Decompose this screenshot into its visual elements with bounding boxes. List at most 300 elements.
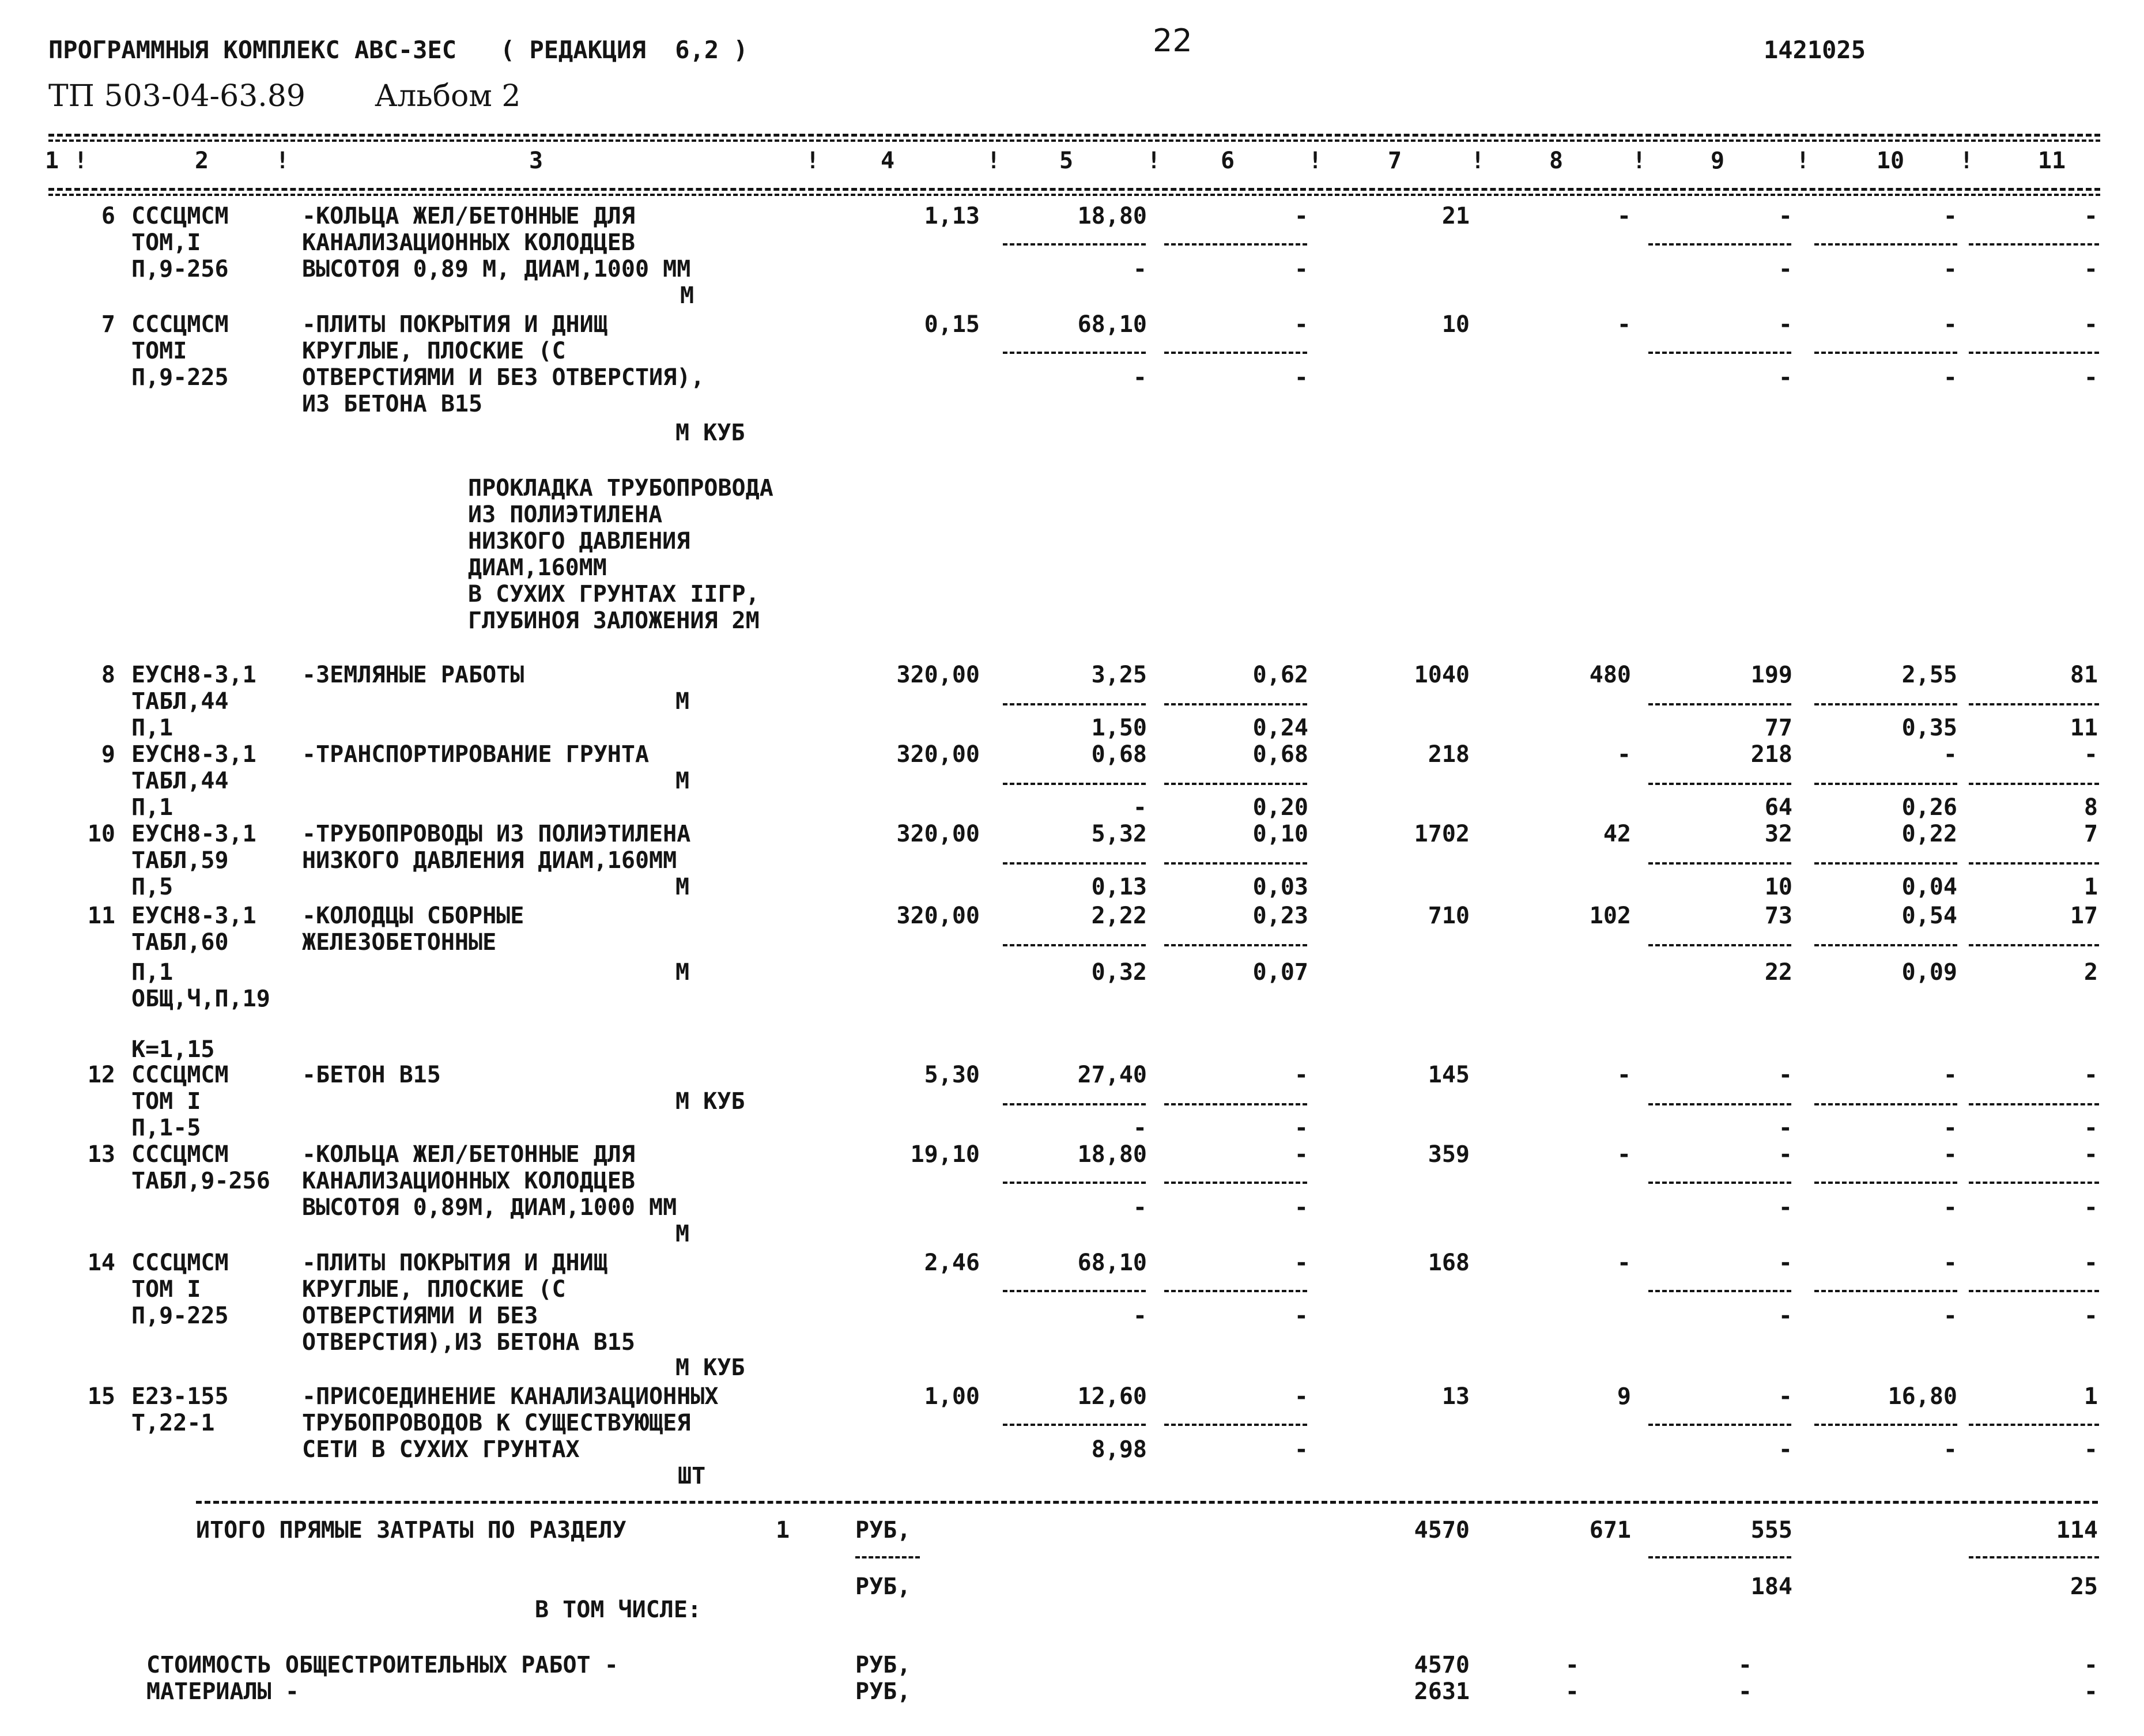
unit-cost: 18,80 bbox=[1077, 203, 1147, 229]
cell-divider bbox=[1969, 1103, 2099, 1105]
cell-divider bbox=[1003, 1103, 1146, 1105]
rate-code: ТАБЛ,60 bbox=[131, 929, 229, 956]
cell-divider bbox=[1814, 1103, 1957, 1105]
general-works-machine: - bbox=[1738, 1652, 1752, 1678]
row-number: 6 bbox=[101, 203, 115, 229]
unit-cost: 68,10 bbox=[1077, 311, 1147, 338]
cell-divider bbox=[1648, 352, 1791, 354]
cell-divider bbox=[1003, 862, 1146, 865]
quantity: 1,13 bbox=[924, 203, 980, 229]
labor-unit-machinist: 0,09 bbox=[1901, 959, 1957, 986]
unit-cost: 27,40 bbox=[1077, 1062, 1147, 1088]
rate-code: СССЦМСМ bbox=[131, 311, 229, 338]
labor-unit-machinist: - bbox=[1943, 1115, 1957, 1141]
header-top-rule-2 bbox=[48, 139, 2100, 142]
wage-total: - bbox=[1617, 741, 1631, 768]
labor-total: - bbox=[2083, 1250, 2098, 1276]
total-cost: 10 bbox=[1441, 311, 1470, 338]
work-description: -КОЛОДЦЫ СБОРНЫЕ bbox=[302, 903, 524, 929]
col-separator: ! bbox=[1147, 148, 1161, 174]
cell-divider bbox=[1648, 944, 1791, 946]
row-number: 10 bbox=[87, 821, 115, 847]
cell-divider bbox=[1648, 1290, 1791, 1292]
wage-total: - bbox=[1617, 1062, 1631, 1088]
cell-divider bbox=[1003, 1182, 1146, 1184]
cell-divider bbox=[1814, 243, 1957, 246]
labor-total: - bbox=[2083, 1141, 2098, 1168]
quantity: 2,46 bbox=[924, 1250, 980, 1276]
labor-total-machinist: - bbox=[2083, 1194, 2098, 1221]
row-number: 12 bbox=[87, 1062, 115, 1088]
machine-cost-wage: 0,03 bbox=[1252, 874, 1308, 900]
quantity: 320,00 bbox=[896, 741, 980, 768]
col-10-header: 10 bbox=[1876, 148, 1905, 174]
unit: М bbox=[680, 282, 694, 309]
general-works-label: СТОИМОСТЬ ОБЩЕСТРОИТЕЛЬНЫХ РАБОТ - bbox=[146, 1652, 618, 1678]
totals-label: ИТОГО ПРЯМЫЕ ЗАТРАТЫ ПО РАЗДЕЛУ bbox=[196, 1517, 626, 1543]
unit: М КУБ bbox=[675, 1354, 745, 1381]
cell-divider bbox=[1969, 1556, 2099, 1558]
labor-unit-machinist: - bbox=[1943, 364, 1957, 391]
work-description: ВЫСОТОЯ 0,89 М, ДИАМ,1000 ММ bbox=[302, 256, 691, 282]
cell-divider bbox=[1969, 1290, 2099, 1292]
labor-total-machinist: 1 bbox=[2083, 874, 2098, 900]
totals-machine-wage: 184 bbox=[1750, 1573, 1792, 1600]
col-9-header: 9 bbox=[1710, 148, 1725, 174]
machine-total: - bbox=[1778, 1250, 1792, 1276]
labor-total: - bbox=[2083, 741, 2098, 768]
machine-total: 73 bbox=[1764, 903, 1792, 929]
including-label: В ТОМ ЧИСЛЕ: bbox=[535, 1597, 701, 1623]
section-heading-line: ПРОКЛАДКА ТРУБОПРОВОДА bbox=[468, 475, 773, 501]
labor-total-machinist: 11 bbox=[2070, 715, 2098, 741]
labor-total: 1 bbox=[2083, 1383, 2098, 1410]
machine-total: - bbox=[1778, 1062, 1792, 1088]
rate-code: Е23-155 bbox=[131, 1383, 229, 1410]
cell-divider bbox=[1969, 352, 2099, 354]
rate-code: ТАБЛ,44 bbox=[131, 688, 229, 715]
cell-divider bbox=[1969, 1424, 2099, 1426]
labor-total-machinist: - bbox=[2083, 364, 2098, 391]
row-number: 11 bbox=[87, 903, 115, 929]
cell-divider bbox=[1648, 1182, 1791, 1184]
cell-divider bbox=[1003, 1290, 1146, 1292]
work-description: СЕТИ В СУХИХ ГРУНТАХ bbox=[302, 1436, 580, 1463]
machine-cost: 0,68 bbox=[1252, 741, 1308, 768]
labor-unit: 0,22 bbox=[1901, 821, 1957, 847]
machine-total: 218 bbox=[1750, 741, 1792, 768]
cell-divider bbox=[1164, 1103, 1307, 1105]
unit: М КУБ bbox=[675, 1088, 745, 1115]
labor-total: - bbox=[2083, 203, 2098, 229]
header-bottom-rule-2 bbox=[48, 194, 2100, 196]
wage-total: 42 bbox=[1603, 821, 1631, 847]
cell-divider bbox=[1164, 1182, 1307, 1184]
quantity: 1,00 bbox=[924, 1383, 980, 1410]
machine-cost: - bbox=[1294, 1383, 1308, 1410]
section-heading-line: ДИАМ,160ММ bbox=[468, 554, 607, 581]
unit-cost-wage: - bbox=[1133, 794, 1147, 821]
general-works-total: 4570 bbox=[1414, 1652, 1470, 1678]
col-8-header: 8 bbox=[1549, 148, 1564, 174]
rate-code: ТОМ I bbox=[131, 1276, 201, 1303]
labor-total: 7 bbox=[2083, 821, 2098, 847]
row-number: 14 bbox=[87, 1250, 115, 1276]
work-description: -БЕТОН В15 bbox=[302, 1062, 441, 1088]
machine-cost: 0,62 bbox=[1252, 662, 1308, 688]
unit-cost: 3,25 bbox=[1091, 662, 1147, 688]
row-number: 7 bbox=[101, 311, 115, 338]
labor-unit: - bbox=[1943, 1141, 1957, 1168]
rate-code: П,1 bbox=[131, 715, 173, 741]
col-separator: ! bbox=[1471, 148, 1485, 174]
work-description: -КОЛЬЦА ЖЕЛ/БЕТОННЫЕ ДЛЯ bbox=[302, 1141, 635, 1168]
unit: М bbox=[675, 959, 690, 986]
labor-total-machinist: - bbox=[2083, 256, 2098, 282]
labor-total: - bbox=[2083, 311, 2098, 338]
col-4-header: 4 bbox=[880, 148, 895, 174]
wage-total: - bbox=[1617, 311, 1631, 338]
work-description: КАНАЛИЗАЦИОННЫХ КОЛОДЦЕВ bbox=[302, 229, 635, 256]
cell-divider bbox=[1814, 703, 1957, 705]
cell-divider bbox=[1969, 783, 2099, 785]
totals-labor: 114 bbox=[2056, 1517, 2098, 1543]
doc-code: 1421025 bbox=[1764, 36, 1866, 64]
wage-total: - bbox=[1617, 203, 1631, 229]
machine-cost-wage: - bbox=[1294, 1436, 1308, 1463]
total-cost: 1702 bbox=[1414, 821, 1470, 847]
materials-label: МАТЕРИАЛЫ - bbox=[146, 1678, 299, 1705]
labor-unit: 0,54 bbox=[1901, 903, 1957, 929]
col-separator: ! bbox=[1960, 148, 1974, 174]
totals-labor-machinist: 25 bbox=[2070, 1573, 2098, 1600]
quantity: 320,00 bbox=[896, 821, 980, 847]
total-cost: 21 bbox=[1441, 203, 1470, 229]
rate-code: ТАБЛ,44 bbox=[131, 768, 229, 794]
col-11-header: 11 bbox=[2037, 148, 2066, 174]
cell-divider bbox=[1003, 352, 1146, 354]
machine-total: - bbox=[1778, 203, 1792, 229]
machine-cost: - bbox=[1294, 203, 1308, 229]
labor-unit-machinist: - bbox=[1943, 256, 1957, 282]
work-description: КРУГЛЫЕ, ПЛОСКИЕ (С bbox=[302, 338, 566, 364]
unit-cost-wage: - bbox=[1133, 1194, 1147, 1221]
work-description: НИЗКОГО ДАВЛЕНИЯ ДИАМ,160ММ bbox=[302, 847, 677, 874]
work-description: -ПЛИТЫ ПОКРЫТИЯ И ДНИЩ bbox=[302, 311, 607, 338]
rate-code: Т,22-1 bbox=[131, 1410, 215, 1436]
total-cost: 145 bbox=[1428, 1062, 1470, 1088]
cell-divider bbox=[1164, 1290, 1307, 1292]
rate-code: ЕУСН8-3,1 bbox=[131, 741, 256, 768]
materials-labor: - bbox=[2083, 1678, 2098, 1705]
totals-currency: РУБ, bbox=[855, 1573, 911, 1600]
col-5-header: 5 bbox=[1059, 148, 1074, 174]
labor-total-machinist: - bbox=[2083, 1303, 2098, 1329]
work-description: -ТРУБОПРОВОДЫ ИЗ ПОЛИЭТИЛЕНА bbox=[302, 821, 691, 847]
col-2-header: 2 bbox=[194, 148, 209, 174]
work-description: -КОЛЬЦА ЖЕЛ/БЕТОННЫЕ ДЛЯ bbox=[302, 203, 635, 229]
labor-total-machinist: - bbox=[2083, 1115, 2098, 1141]
unit: М bbox=[675, 688, 690, 715]
cell-divider bbox=[1003, 783, 1146, 785]
labor-unit-machinist: 0,26 bbox=[1901, 794, 1957, 821]
general-works-currency: РУБ, bbox=[855, 1652, 911, 1678]
labor-total: 81 bbox=[2070, 662, 2098, 688]
machine-total: - bbox=[1778, 311, 1792, 338]
materials-machine: - bbox=[1738, 1678, 1752, 1705]
unit-cost: 5,32 bbox=[1091, 821, 1147, 847]
cell-divider bbox=[1164, 243, 1307, 246]
wage-total: 102 bbox=[1589, 903, 1631, 929]
machine-cost-wage: 0,07 bbox=[1252, 959, 1308, 986]
rate-code: ТОМI bbox=[131, 338, 187, 364]
cell-divider bbox=[855, 1556, 920, 1558]
rate-code: П,9-256 bbox=[131, 256, 229, 282]
work-description: -ЗЕМЛЯНЫЕ РАБОТЫ bbox=[302, 662, 524, 688]
unit: М bbox=[675, 1221, 690, 1247]
total-cost: 710 bbox=[1428, 903, 1470, 929]
total-cost: 168 bbox=[1428, 1250, 1470, 1276]
labor-unit-machinist: - bbox=[1943, 1303, 1957, 1329]
machine-cost-wage: 0,20 bbox=[1252, 794, 1308, 821]
quantity: 320,00 bbox=[896, 662, 980, 688]
rate-code: ОБЩ,Ч,П,19 bbox=[131, 986, 270, 1012]
labor-unit: - bbox=[1943, 1062, 1957, 1088]
unit-cost: 0,68 bbox=[1091, 741, 1147, 768]
unit-cost: 18,80 bbox=[1077, 1141, 1147, 1168]
cell-divider bbox=[1003, 944, 1146, 946]
work-description: ИЗ БЕТОНА В15 bbox=[302, 391, 483, 417]
machine-cost: 0,10 bbox=[1252, 821, 1308, 847]
cell-divider bbox=[1648, 703, 1791, 705]
wage-total: 9 bbox=[1617, 1383, 1631, 1410]
cell-divider bbox=[1164, 352, 1307, 354]
album-label: Альбом 2 bbox=[375, 79, 521, 114]
labor-unit-machinist: - bbox=[1943, 1194, 1957, 1221]
row-number: 13 bbox=[87, 1141, 115, 1168]
unit-cost-wage: 0,13 bbox=[1091, 874, 1147, 900]
rate-code: П,9-225 bbox=[131, 1303, 229, 1329]
unit: М bbox=[675, 768, 690, 794]
cell-divider bbox=[1814, 1182, 1957, 1184]
work-description: ТРУБОПРОВОДОВ К СУЩЕСТВУЮЩЕЯ bbox=[302, 1410, 691, 1436]
header-bottom-rule bbox=[48, 188, 2100, 191]
labor-total-machinist: - bbox=[2083, 1436, 2098, 1463]
labor-unit: - bbox=[1943, 311, 1957, 338]
rate-code: П,1 bbox=[131, 794, 173, 821]
rate-code: П,1-5 bbox=[131, 1115, 201, 1141]
col-separator: ! bbox=[275, 148, 290, 174]
cell-divider bbox=[1003, 1424, 1146, 1426]
cell-divider bbox=[1164, 862, 1307, 865]
machine-cost-wage: - bbox=[1294, 256, 1308, 282]
project-code: ТП 503-04-63.89 bbox=[48, 79, 305, 114]
materials-wage: - bbox=[1565, 1678, 1579, 1705]
section-heading-line: В СУХИХ ГРУНТАХ IIГР, bbox=[468, 581, 760, 607]
quantity: 5,30 bbox=[924, 1062, 980, 1088]
rate-code: СССЦМСМ bbox=[131, 1062, 229, 1088]
machine-total-wage: - bbox=[1778, 1436, 1792, 1463]
totals-currency: РУБ, bbox=[855, 1517, 911, 1543]
cell-divider bbox=[1969, 703, 2099, 705]
work-description: КАНАЛИЗАЦИОННЫХ КОЛОДЦЕВ bbox=[302, 1168, 635, 1194]
cell-divider bbox=[1648, 862, 1791, 865]
row-number: 15 bbox=[87, 1383, 115, 1410]
labor-unit: - bbox=[1943, 1250, 1957, 1276]
machine-cost: - bbox=[1294, 1062, 1308, 1088]
wage-total: - bbox=[1617, 1250, 1631, 1276]
col-6-header: 6 bbox=[1220, 148, 1235, 174]
cell-divider bbox=[1003, 703, 1146, 705]
machine-total-wage: - bbox=[1778, 256, 1792, 282]
totals-rule bbox=[196, 1501, 2098, 1504]
cell-divider bbox=[1648, 1103, 1791, 1105]
machine-cost: 0,23 bbox=[1252, 903, 1308, 929]
cell-divider bbox=[1814, 1424, 1957, 1426]
unit-cost: 68,10 bbox=[1077, 1250, 1147, 1276]
totals-total-cost: 4570 bbox=[1414, 1517, 1470, 1543]
machine-total: 32 bbox=[1764, 821, 1792, 847]
unit-cost-wage: 0,32 bbox=[1091, 959, 1147, 986]
rate-code: ТАБЛ,9-256 bbox=[131, 1168, 270, 1194]
general-works-labor: - bbox=[2083, 1652, 2098, 1678]
materials-total: 2631 bbox=[1414, 1678, 1470, 1705]
machine-cost-wage: - bbox=[1294, 1303, 1308, 1329]
totals-section-number: 1 bbox=[776, 1517, 790, 1543]
totals-machine: 555 bbox=[1750, 1517, 1792, 1543]
machine-total-wage: - bbox=[1778, 1303, 1792, 1329]
col-separator: ! bbox=[987, 148, 1001, 174]
cell-divider bbox=[1648, 1424, 1791, 1426]
machine-total-wage: - bbox=[1778, 1115, 1792, 1141]
work-description: -ПРИСОЕДИНЕНИЕ КАНАЛИЗАЦИОННЫХ bbox=[302, 1383, 719, 1410]
machine-cost-wage: - bbox=[1294, 364, 1308, 391]
labor-unit-machinist: - bbox=[1943, 1436, 1957, 1463]
rate-code: П,9-225 bbox=[131, 364, 229, 391]
quantity: 19,10 bbox=[910, 1141, 980, 1168]
rate-code: СССЦМСМ bbox=[131, 1141, 229, 1168]
work-description: ОТВЕРСТИЯМИ И БЕЗ ОТВЕРСТИЯ), bbox=[302, 364, 705, 391]
unit-cost: 12,60 bbox=[1077, 1383, 1147, 1410]
labor-total-machinist: 8 bbox=[2083, 794, 2098, 821]
col-3-header: 3 bbox=[529, 148, 543, 174]
rate-code: ЕУСН8-3,1 bbox=[131, 662, 256, 688]
work-description: КРУГЛЫЕ, ПЛОСКИЕ (С bbox=[302, 1276, 566, 1303]
cell-divider bbox=[1814, 783, 1957, 785]
machine-total-wage: 77 bbox=[1764, 715, 1792, 741]
machine-total-wage: - bbox=[1778, 1194, 1792, 1221]
unit-cost-wage: - bbox=[1133, 364, 1147, 391]
machine-cost-wage: - bbox=[1294, 1115, 1308, 1141]
machine-cost-wage: - bbox=[1294, 1194, 1308, 1221]
total-cost: 1040 bbox=[1414, 662, 1470, 688]
cell-divider bbox=[1648, 783, 1791, 785]
machine-total: - bbox=[1778, 1383, 1792, 1410]
cell-divider bbox=[1164, 1424, 1307, 1426]
labor-total-machinist: 2 bbox=[2083, 959, 2098, 986]
machine-cost: - bbox=[1294, 1141, 1308, 1168]
unit-cost-wage: - bbox=[1133, 1115, 1147, 1141]
row-number: 9 bbox=[101, 741, 115, 768]
total-cost: 359 bbox=[1428, 1141, 1470, 1168]
cell-divider bbox=[1969, 944, 2099, 946]
col-separator: ! bbox=[1308, 148, 1323, 174]
col-1-header: 1 bbox=[44, 148, 59, 174]
col-separator: ! bbox=[1632, 148, 1647, 174]
header-top-rule bbox=[48, 134, 2100, 137]
rate-code: ТОМ,I bbox=[131, 229, 201, 256]
work-description: ОТВЕРСТИЯ),ИЗ БЕТОНА В15 bbox=[302, 1329, 635, 1356]
unit: М bbox=[675, 874, 690, 900]
unit-cost-wage: 8,98 bbox=[1091, 1436, 1147, 1463]
col-separator: ! bbox=[1796, 148, 1810, 174]
rate-code: ТАБЛ,59 bbox=[131, 847, 229, 874]
cell-divider bbox=[1814, 352, 1957, 354]
cell-divider bbox=[1164, 783, 1307, 785]
labor-unit: 16,80 bbox=[1888, 1383, 1957, 1410]
wage-total: 480 bbox=[1589, 662, 1631, 688]
machine-cost: - bbox=[1294, 311, 1308, 338]
section-heading-line: ИЗ ПОЛИЭТИЛЕНА bbox=[468, 501, 663, 528]
col-separator: ! bbox=[74, 148, 88, 174]
quantity: 320,00 bbox=[896, 903, 980, 929]
labor-total: - bbox=[2083, 1062, 2098, 1088]
materials-currency: РУБ, bbox=[855, 1678, 911, 1705]
machine-total-wage: 22 bbox=[1764, 959, 1792, 986]
rate-code: П,1 bbox=[131, 959, 173, 986]
work-description: ОТВЕРСТИЯМИ И БЕЗ bbox=[302, 1303, 538, 1329]
labor-unit-machinist: 0,35 bbox=[1901, 715, 1957, 741]
machine-total: 199 bbox=[1750, 662, 1792, 688]
unit-cost: 2,22 bbox=[1091, 903, 1147, 929]
machine-total: - bbox=[1778, 1141, 1792, 1168]
rate-code: ЕУСН8-3,1 bbox=[131, 821, 256, 847]
cell-divider bbox=[1003, 243, 1146, 246]
cell-divider bbox=[1814, 944, 1957, 946]
wage-total: - bbox=[1617, 1141, 1631, 1168]
labor-unit: 2,55 bbox=[1901, 662, 1957, 688]
total-cost: 218 bbox=[1428, 741, 1470, 768]
unit: М КУБ bbox=[675, 420, 745, 446]
section-heading-line: НИЗКОГО ДАВЛЕНИЯ bbox=[468, 528, 690, 554]
cell-divider bbox=[1969, 243, 2099, 246]
page-number: 22 bbox=[1153, 22, 1192, 59]
general-works-wage: - bbox=[1565, 1652, 1579, 1678]
col-7-header: 7 bbox=[1387, 148, 1402, 174]
work-description: -ПЛИТЫ ПОКРЫТИЯ И ДНИЩ bbox=[302, 1250, 607, 1276]
machine-total-wage: - bbox=[1778, 364, 1792, 391]
rate-code: П,5 bbox=[131, 874, 173, 900]
cell-divider bbox=[1648, 1556, 1791, 1558]
labor-unit-machinist: 0,04 bbox=[1901, 874, 1957, 900]
totals-wage: 671 bbox=[1589, 1517, 1631, 1543]
cell-divider bbox=[1164, 703, 1307, 705]
labor-unit: - bbox=[1943, 203, 1957, 229]
quantity: 0,15 bbox=[924, 311, 980, 338]
labor-unit: - bbox=[1943, 741, 1957, 768]
rate-code: СССЦМСМ bbox=[131, 1250, 229, 1276]
work-description: ЖЕЛЕЗОБЕТОННЫЕ bbox=[302, 929, 497, 956]
section-heading-line: ГЛУБИНОЯ ЗАЛОЖЕНИЯ 2М bbox=[468, 607, 760, 634]
unit-cost-wage: - bbox=[1133, 1303, 1147, 1329]
total-cost: 13 bbox=[1441, 1383, 1470, 1410]
work-description: ВЫСОТОЯ 0,89М, ДИАМ,1000 ММ bbox=[302, 1194, 677, 1221]
machine-cost: - bbox=[1294, 1250, 1308, 1276]
row-number: 8 bbox=[101, 662, 115, 688]
work-description: -ТРАНСПОРТИРОВАНИЕ ГРУНТА bbox=[302, 741, 650, 768]
rate-code: К=1,15 bbox=[131, 1036, 215, 1063]
cell-divider bbox=[1164, 944, 1307, 946]
